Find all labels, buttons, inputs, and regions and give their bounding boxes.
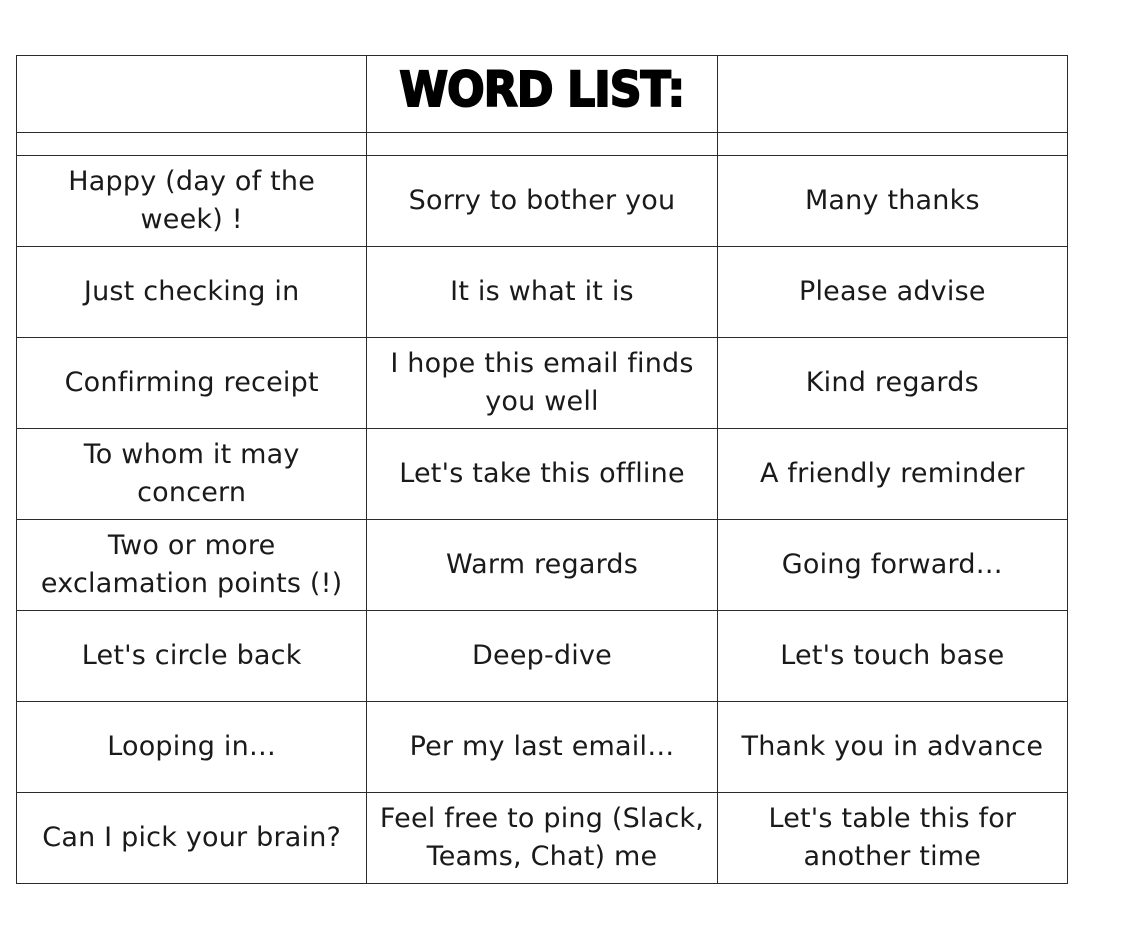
word-row [17, 702, 1068, 793]
word-cell: Two or more exclamation points (!) [17, 520, 367, 611]
word-cell: Deep-dive [367, 611, 717, 702]
word-cell: Please advise [717, 247, 1067, 338]
word-cell: Looping in… [17, 702, 367, 793]
word-cell: Just checking in [17, 247, 367, 338]
word-cell: A friendly reminder [717, 429, 1067, 520]
word-cell: Let's take this offline [367, 429, 717, 520]
word-cell: Kind regards [717, 338, 1067, 429]
word-cell: I hope this email finds you well [367, 338, 717, 429]
title-cell [367, 56, 717, 133]
word-row [17, 793, 1068, 884]
word-cell: Confirming receipt [17, 338, 367, 429]
word-cell: To whom it may concern [17, 429, 367, 520]
spacer-cell [717, 133, 1067, 156]
word-row [17, 156, 1068, 247]
word-row [17, 611, 1068, 702]
word-row [17, 429, 1068, 520]
word-cell: Can I pick your brain? [17, 793, 367, 884]
word-cell: Feel free to ping (Slack, Teams, Chat) me [367, 793, 717, 884]
word-cell: Sorry to bother you [367, 156, 717, 247]
title-row [17, 56, 1068, 133]
word-cell: Let's touch base [717, 611, 1067, 702]
word-cell: Let's circle back [17, 611, 367, 702]
word-cell: Happy (day of the week) ! [17, 156, 367, 247]
word-cell: Thank you in advance [717, 702, 1067, 793]
word-cell: Many thanks [717, 156, 1067, 247]
word-row [17, 247, 1068, 338]
word-cell: Per my last email… [367, 702, 717, 793]
word-cell: Let's table this for another time [717, 793, 1067, 884]
title-cell-left [17, 56, 367, 133]
word-row [17, 520, 1068, 611]
title-cell-right [717, 56, 1067, 133]
word-list-title: WORD LIST: [399, 62, 685, 118]
spacer-cell [367, 133, 717, 156]
word-cell: Going forward… [717, 520, 1067, 611]
spacer-row [17, 133, 1068, 156]
word-row [17, 338, 1068, 429]
word-list-table [16, 55, 1068, 884]
word-cell: It is what it is [367, 247, 717, 338]
word-cell: Warm regards [367, 520, 717, 611]
spacer-cell [17, 133, 367, 156]
